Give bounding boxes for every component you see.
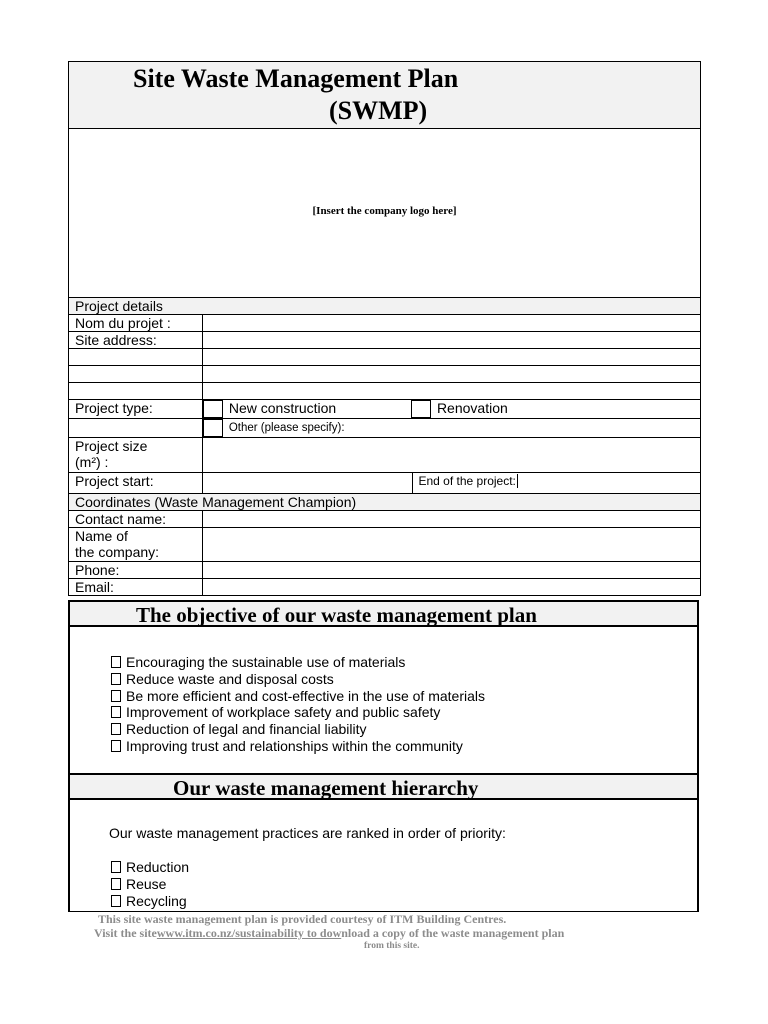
page-title: Site Waste Management Plan xyxy=(133,64,459,93)
hierarchy-list xyxy=(111,859,189,909)
list-item: Recycling xyxy=(111,893,189,910)
checkbox-icon xyxy=(111,895,121,907)
project-start-label: Project start: xyxy=(69,473,203,494)
project-size-label: Project size (m²) : xyxy=(69,438,203,473)
site-address-field-4[interactable] xyxy=(202,383,700,400)
checkbox-icon xyxy=(111,706,121,718)
blank-label xyxy=(69,349,203,366)
end-of-project-label: End of the project: xyxy=(413,473,701,494)
objective-list xyxy=(111,654,485,755)
company-name-label: Name of the company: xyxy=(69,528,203,562)
project-name-field[interactable] xyxy=(202,315,700,332)
project-size-field[interactable] xyxy=(202,438,700,473)
project-details-section: Project details xyxy=(69,298,701,315)
footer-line-2: Visit the sitewww.itm.co.nz/sustainability to download a copy of the waste management plan xyxy=(94,926,565,940)
page-subtitle: (SWMP) xyxy=(329,96,428,125)
project-details-table xyxy=(68,297,701,596)
checkbox-icon xyxy=(111,861,121,873)
phone-label: Phone: xyxy=(69,562,203,579)
site-address-field-3[interactable] xyxy=(202,366,700,383)
project-start-field[interactable] xyxy=(202,473,413,494)
email-field[interactable] xyxy=(202,579,700,596)
footer xyxy=(68,911,699,957)
list-item: Reduce waste and disposal costs xyxy=(111,671,485,688)
blank-label xyxy=(69,419,203,438)
blank-label xyxy=(69,366,203,383)
site-address-label: Site address: xyxy=(69,332,203,349)
logo-area xyxy=(68,128,701,297)
footer-line-3: from this site. xyxy=(364,941,420,951)
checkbox-icon xyxy=(111,740,121,752)
itm-link[interactable]: www.itm.co.nz/sustainability to dow xyxy=(156,926,342,940)
renovation-label: Renovation xyxy=(436,400,508,416)
footer-line-1: This site waste management plan is provided courtesy of ITM Building Centres. xyxy=(98,912,507,926)
site-address-field[interactable] xyxy=(202,332,700,349)
list-item: Reduction of legal and financial liability xyxy=(111,721,485,738)
company-name-field[interactable] xyxy=(202,528,700,562)
other-label: Other (please specify): xyxy=(228,422,345,435)
new-construction-label: New construction xyxy=(228,400,337,416)
renovation-checkbox[interactable] xyxy=(411,400,431,418)
objective-body xyxy=(68,627,699,773)
list-item: Improvement of workplace safety and public safety xyxy=(111,704,485,721)
contact-name-field[interactable] xyxy=(202,511,700,528)
checkbox-icon xyxy=(111,656,121,668)
hierarchy-heading: Our waste management hierarchy xyxy=(173,776,479,800)
project-name-label: Nom du projet : xyxy=(69,315,203,332)
list-item: Reuse xyxy=(111,876,189,893)
checkbox-icon xyxy=(111,690,121,702)
objective-heading-box xyxy=(68,600,699,627)
list-item: Improving trust and relationships within the community xyxy=(111,738,485,755)
coordinates-section: Coordinates (Waste Management Champion) xyxy=(69,494,701,511)
list-item: Reduction xyxy=(111,859,189,876)
checkbox-icon xyxy=(111,878,121,890)
list-item: Be more efficient and cost-effective in the use of materials xyxy=(111,688,485,705)
phone-field[interactable] xyxy=(202,562,700,579)
list-item: Encouraging the sustainable use of materials xyxy=(111,654,485,671)
hierarchy-intro: Our waste management practices are ranked in order of priority: xyxy=(109,825,506,841)
other-checkbox[interactable] xyxy=(203,419,223,437)
new-construction-checkbox[interactable] xyxy=(203,400,223,418)
site-address-field-2[interactable] xyxy=(202,349,700,366)
contact-name-label: Contact name: xyxy=(69,511,203,528)
logo-placeholder: [Insert the company logo here] xyxy=(312,205,457,217)
checkbox-icon xyxy=(111,723,121,735)
title-header xyxy=(68,61,701,129)
hierarchy-body xyxy=(68,800,699,912)
hierarchy-heading-box xyxy=(68,773,699,800)
checkbox-icon xyxy=(111,673,121,685)
email-label: Email: xyxy=(69,579,203,596)
project-type-label: Project type: xyxy=(69,400,203,419)
objective-heading: The objective of our waste management plan xyxy=(136,603,537,627)
blank-label xyxy=(69,383,203,400)
